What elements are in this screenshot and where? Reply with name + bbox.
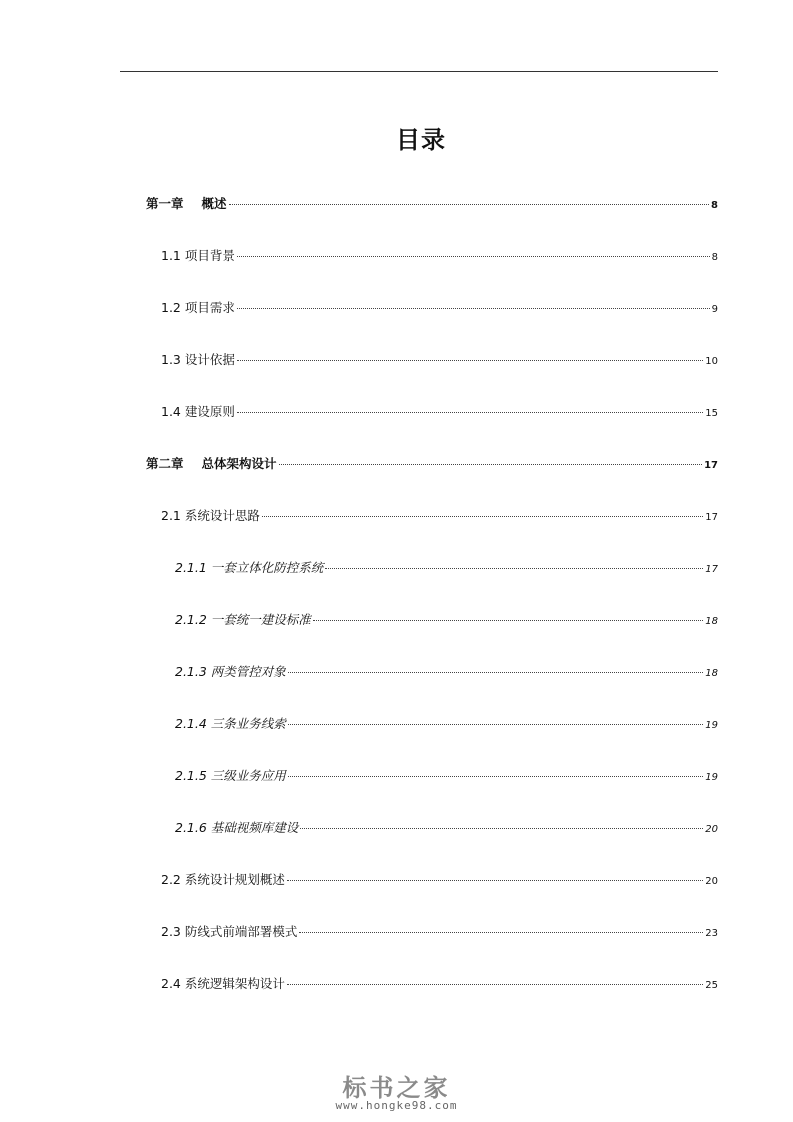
toc-page-number: 17 [704, 460, 718, 471]
toc-page-number: 19 [705, 772, 718, 783]
header-rule [120, 71, 718, 72]
watermark-url: www.hongke98.com [335, 1099, 458, 1112]
dot-leader [299, 932, 703, 933]
toc-page-number: 25 [705, 980, 718, 991]
toc-page-number: 10 [705, 356, 718, 367]
toc-page-number: 18 [705, 668, 718, 679]
dot-leader [237, 412, 703, 413]
toc-entry-text: 2.1.2 一套统一建设标准 [175, 612, 311, 627]
toc-entry-text: 1.1 项目背景 [161, 248, 235, 263]
dot-leader [237, 360, 703, 361]
toc-entry-1-4[interactable] [161, 402, 718, 422]
toc-page-number: 17 [705, 512, 718, 523]
toc-page-number: 19 [705, 720, 718, 731]
dot-leader [300, 828, 703, 829]
toc-entry-1-3[interactable] [161, 350, 718, 370]
dot-leader [287, 880, 703, 881]
watermark-logo: 标书之家 [342, 1073, 451, 1102]
toc-entry-2-2[interactable] [161, 870, 718, 890]
toc-entry-text: 2.1 系统设计思路 [161, 508, 260, 523]
dot-leader [325, 568, 703, 569]
toc-entry-text: 1.3 设计依据 [161, 352, 235, 367]
toc-entry-2-1[interactable] [161, 506, 718, 526]
toc-entry-2-1-1[interactable] [175, 558, 718, 578]
toc-title: 目录 [396, 126, 446, 154]
toc-page-number: 20 [705, 824, 718, 835]
toc-entry-text: 1.4 建设原则 [161, 404, 235, 419]
dot-leader [313, 620, 703, 621]
toc-entry-text: 2.1.4 三条业务线索 [175, 716, 286, 731]
dot-leader [287, 984, 703, 985]
toc-entry-1-1[interactable] [161, 246, 718, 266]
toc-page-number: 17 [705, 564, 718, 575]
toc-page-number: 18 [705, 616, 718, 627]
toc-entry-text: 2.2 系统设计规划概述 [161, 872, 285, 887]
toc-entry-text: 2.1.1 一套立体化防控系统 [175, 560, 324, 575]
toc-entry-2-3[interactable] [161, 922, 718, 942]
toc-entry-2-1-2[interactable] [175, 610, 718, 630]
toc-entry-text: 2.3 防线式前端部署模式 [161, 924, 298, 939]
toc-page-number: 15 [705, 408, 718, 419]
toc-page-number: 8 [711, 200, 718, 211]
toc-chapter-number: 第一章 [146, 196, 184, 211]
dot-leader [229, 204, 710, 205]
toc-entry-text: 概述 [201, 196, 227, 211]
toc-entry-chapter-1[interactable] [146, 194, 718, 214]
toc-entry-chapter-2[interactable] [146, 454, 718, 474]
toc-page-number: 23 [705, 928, 718, 939]
toc-entry-text: 2.1.5 三级业务应用 [175, 768, 286, 783]
dot-leader [237, 308, 710, 309]
toc-entry-2-1-6[interactable] [175, 818, 718, 838]
toc-entry-2-1-5[interactable] [175, 766, 718, 786]
dot-leader [279, 464, 703, 465]
toc-entry-2-1-4[interactable] [175, 714, 718, 734]
dot-leader [288, 724, 703, 725]
toc-entry-text: 总体架构设计 [201, 456, 277, 471]
dot-leader [262, 516, 703, 517]
toc-page-number: 20 [705, 876, 718, 887]
toc-chapter-number: 第二章 [146, 456, 184, 471]
toc-page-number: 8 [711, 252, 718, 263]
toc-entry-1-2[interactable] [161, 298, 718, 318]
toc-entry-2-4[interactable] [161, 974, 718, 994]
toc-entry-text: 2.4 系统逻辑架构设计 [161, 976, 285, 991]
toc-entry-text: 1.2 项目需求 [161, 300, 235, 315]
toc-page-number: 9 [711, 304, 718, 315]
dot-leader [288, 672, 703, 673]
toc-entry-2-1-3[interactable] [175, 662, 718, 682]
dot-leader [237, 256, 710, 257]
toc-entry-text: 2.1.3 两类管控对象 [175, 664, 286, 679]
toc-entry-text: 2.1.6 基础视频库建设 [175, 820, 299, 835]
dot-leader [288, 776, 703, 777]
